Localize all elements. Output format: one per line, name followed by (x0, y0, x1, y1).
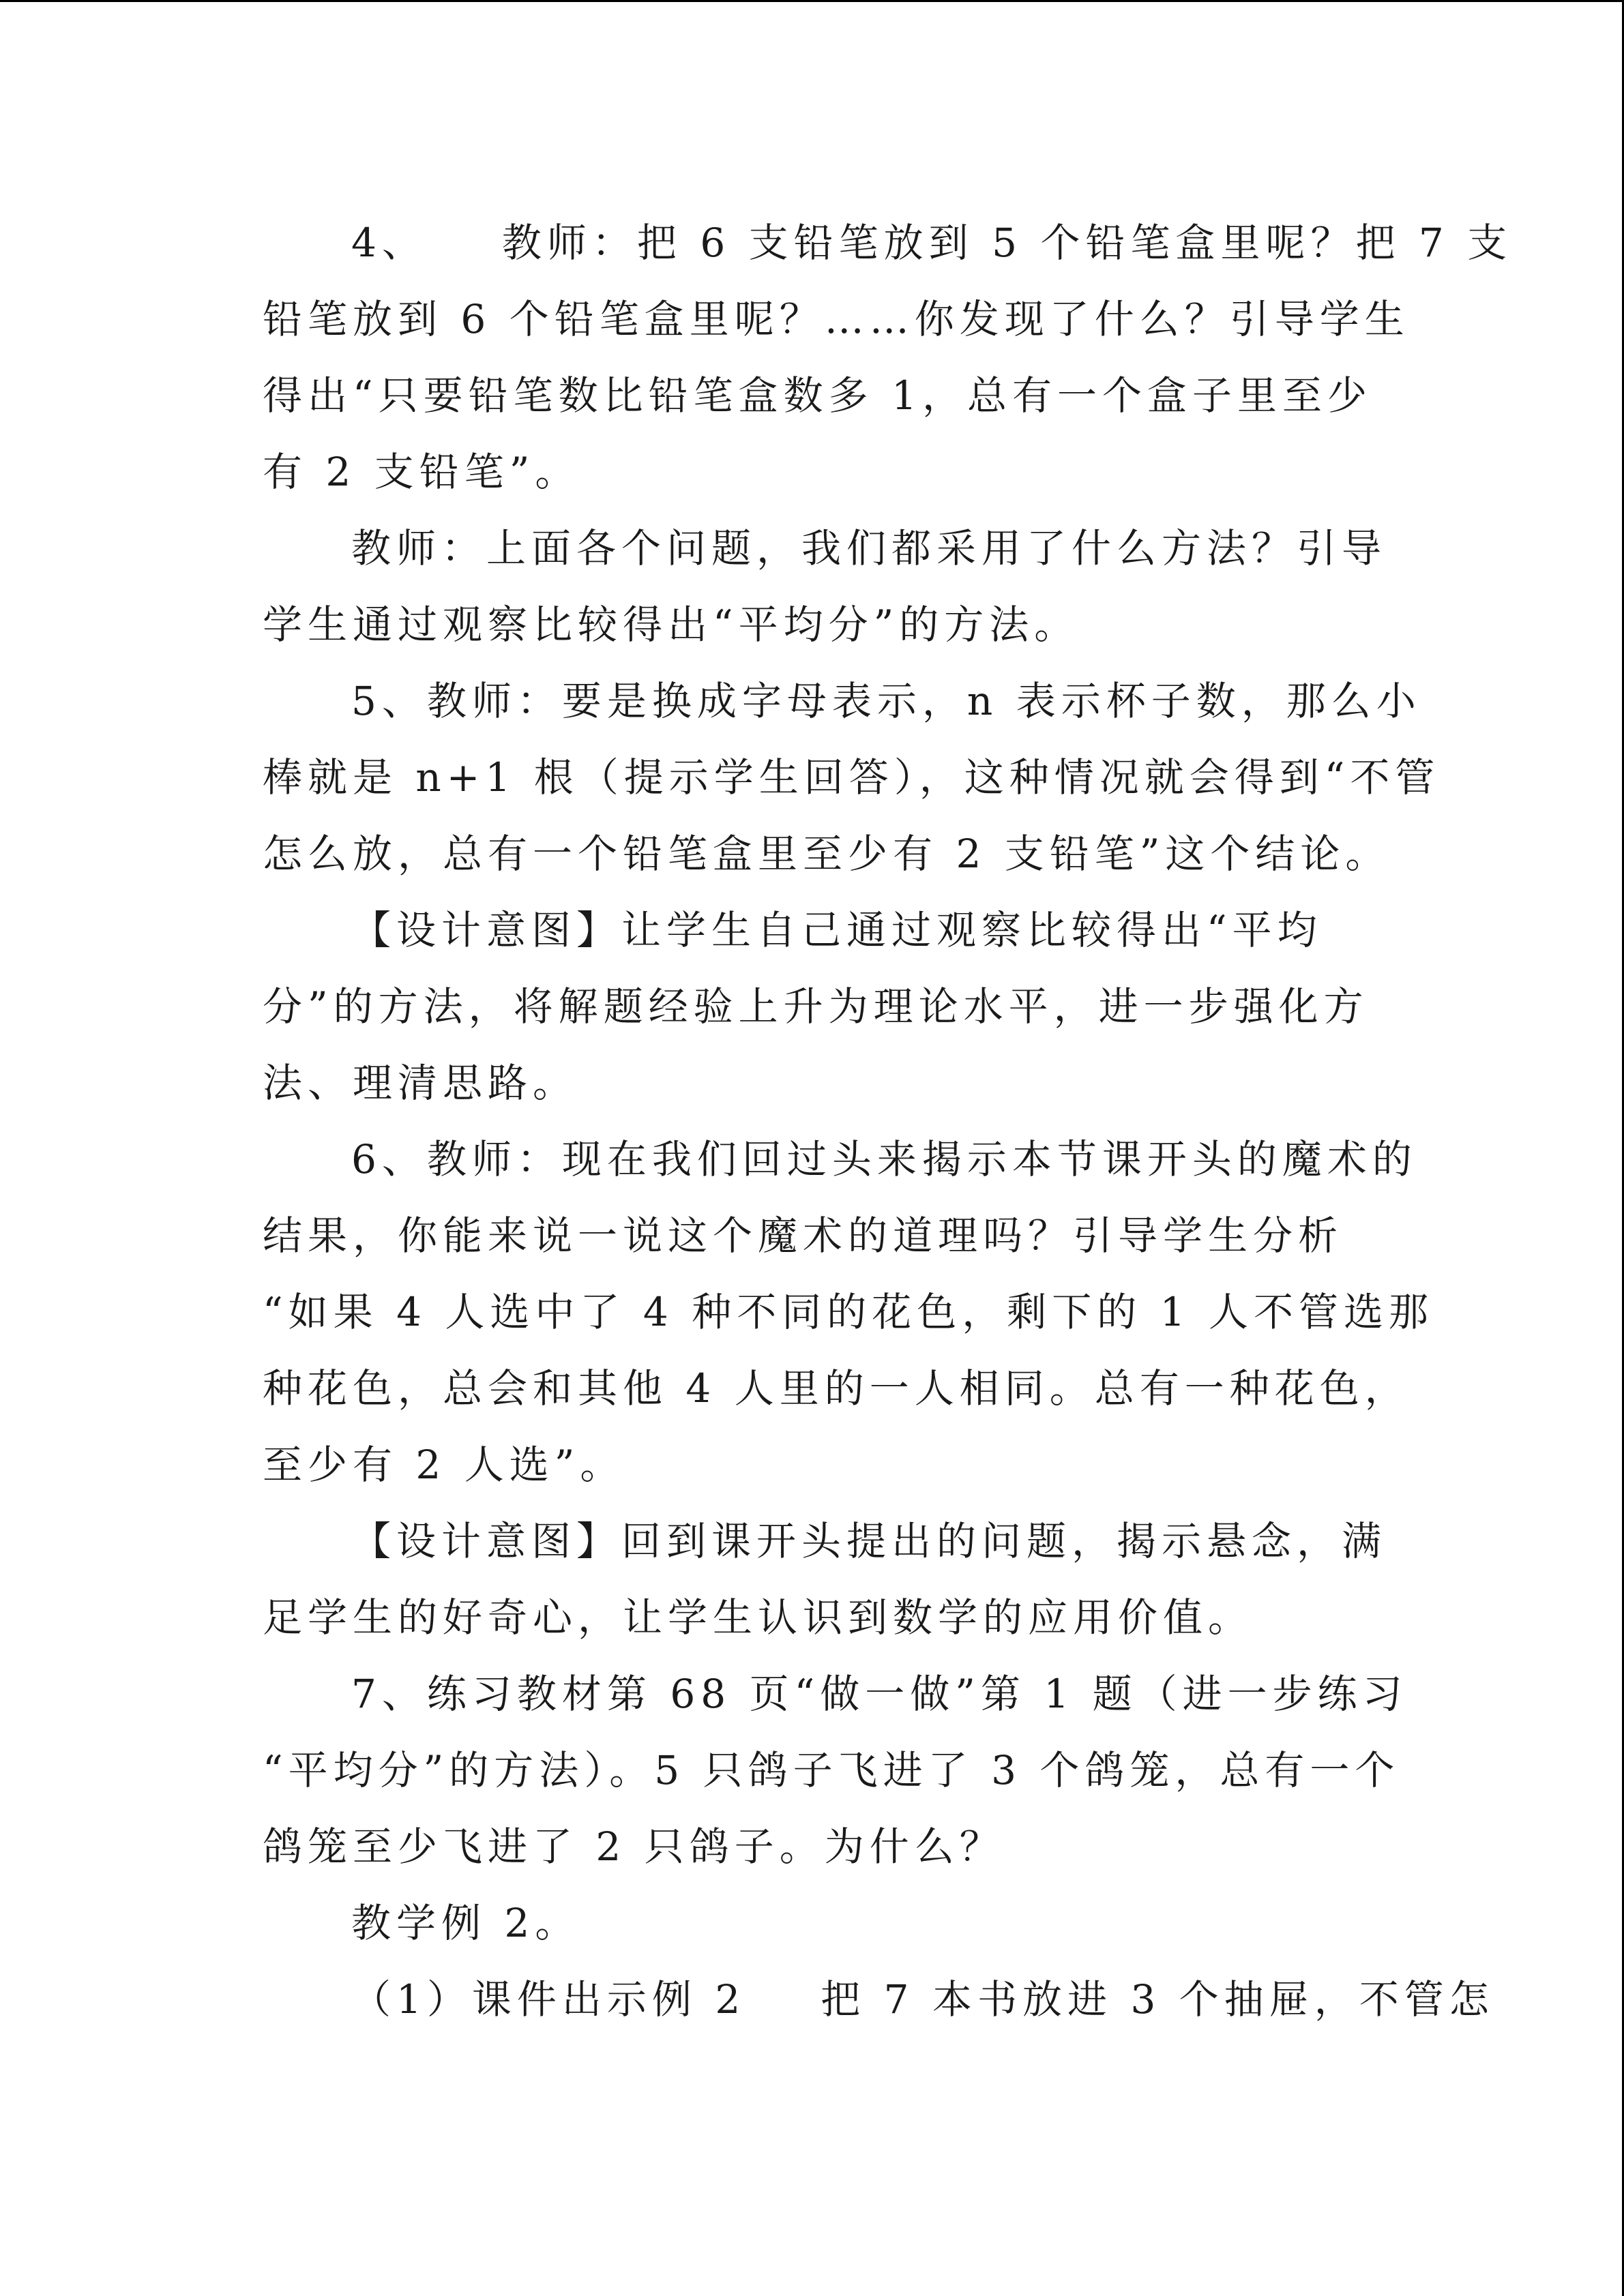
paragraph-item-6 (263, 1121, 1434, 1503)
text-segment: 把 7 本书放进 3 个抽屉，不管怎 (821, 1976, 1494, 2023)
paragraph-item-5 (263, 663, 1441, 892)
text-line: 有 2 支铅笔”。 (263, 449, 580, 495)
text-line: 6、教师：现在我们回过头来揭示本节课开头的魔术的 (351, 1136, 1417, 1182)
text-line: 结果，你能来说一说这个魔术的道理吗？引导学生分析 (263, 1212, 1344, 1259)
text-line: 7、练习教材第 68 页“做一做”第 1 题（进一步练习 (351, 1671, 1408, 1717)
page-top-border (0, 0, 1624, 2)
item-number: 4、 (351, 220, 427, 266)
paragraph-example-2-step-1 (263, 1961, 1494, 2038)
text-line: 鸽笼至少飞进了 2 只鸽子。为什么？ (263, 1823, 1005, 1870)
text-segment: 教师：把 6 支铅笔放到 5 个铅笔盒里呢？把 7 支 (501, 220, 1513, 266)
text-line (263, 1961, 1494, 2038)
text-line: 棒就是 n+1 根（提示学生回答），这种情况就会得到“不管 (263, 754, 1441, 801)
text-line: 铅笔放到 6 个铅笔盒里呢？……你发现了什么？引导学生 (263, 296, 1410, 342)
text-line: 教学例 2。 (351, 1900, 580, 1946)
paragraph-example-2-heading (263, 1885, 1381, 1961)
text-line: 学生通过观察比较得出“平均分”的方法。 (263, 601, 1080, 648)
text-line (263, 205, 1513, 281)
text-line: 种花色，总会和其他 4 人里的一人相同。总有一种花色， (263, 1365, 1410, 1412)
text-line: 怎么放，总有一个铅笔盒里至少有 2 支铅笔”这个结论。 (263, 831, 1391, 877)
paragraph-design-intent-1 (263, 892, 1381, 1121)
text-line: “如果 4 人选中了 4 种不同的花色，剩下的 1 人不管选那 (263, 1289, 1434, 1335)
paragraph-design-intent-2 (263, 1503, 1387, 1656)
paragraph-item-4 (263, 205, 1513, 510)
text-segment: （1）课件出示例 2 (351, 1976, 746, 2023)
document-body (263, 205, 1513, 2038)
text-line: 得出“只要铅笔数比铅笔盒数多 1，总有一个盒子里至少 (263, 372, 1372, 419)
text-line: 5、教师：要是换成字母表示，n 表示杯子数，那么小 (351, 678, 1421, 724)
text-line: 法、理清思路。 (263, 1060, 578, 1106)
paragraph-teacher-question (263, 510, 1387, 663)
text-line: 【设计意图】让学生自己通过观察比较得出“平均 (351, 907, 1323, 953)
paragraph-item-7 (263, 1656, 1408, 1885)
text-line: 分”的方法，将解题经验上升为理论水平，进一步强化方 (263, 983, 1369, 1030)
text-line: 【设计意图】回到课开头提出的问题，揭示悬念，满 (351, 1518, 1387, 1564)
text-line: 至少有 2 人选”。 (263, 1442, 625, 1488)
text-line: “平均分”的方法）。5 只鸽子飞进了 3 个鸽笼，总有一个 (263, 1747, 1400, 1793)
text-line: 足学生的好奇心，让学生认识到数学的应用价值。 (263, 1594, 1254, 1641)
text-line: 教师：上面各个问题，我们都采用了什么方法？引导 (351, 525, 1387, 571)
